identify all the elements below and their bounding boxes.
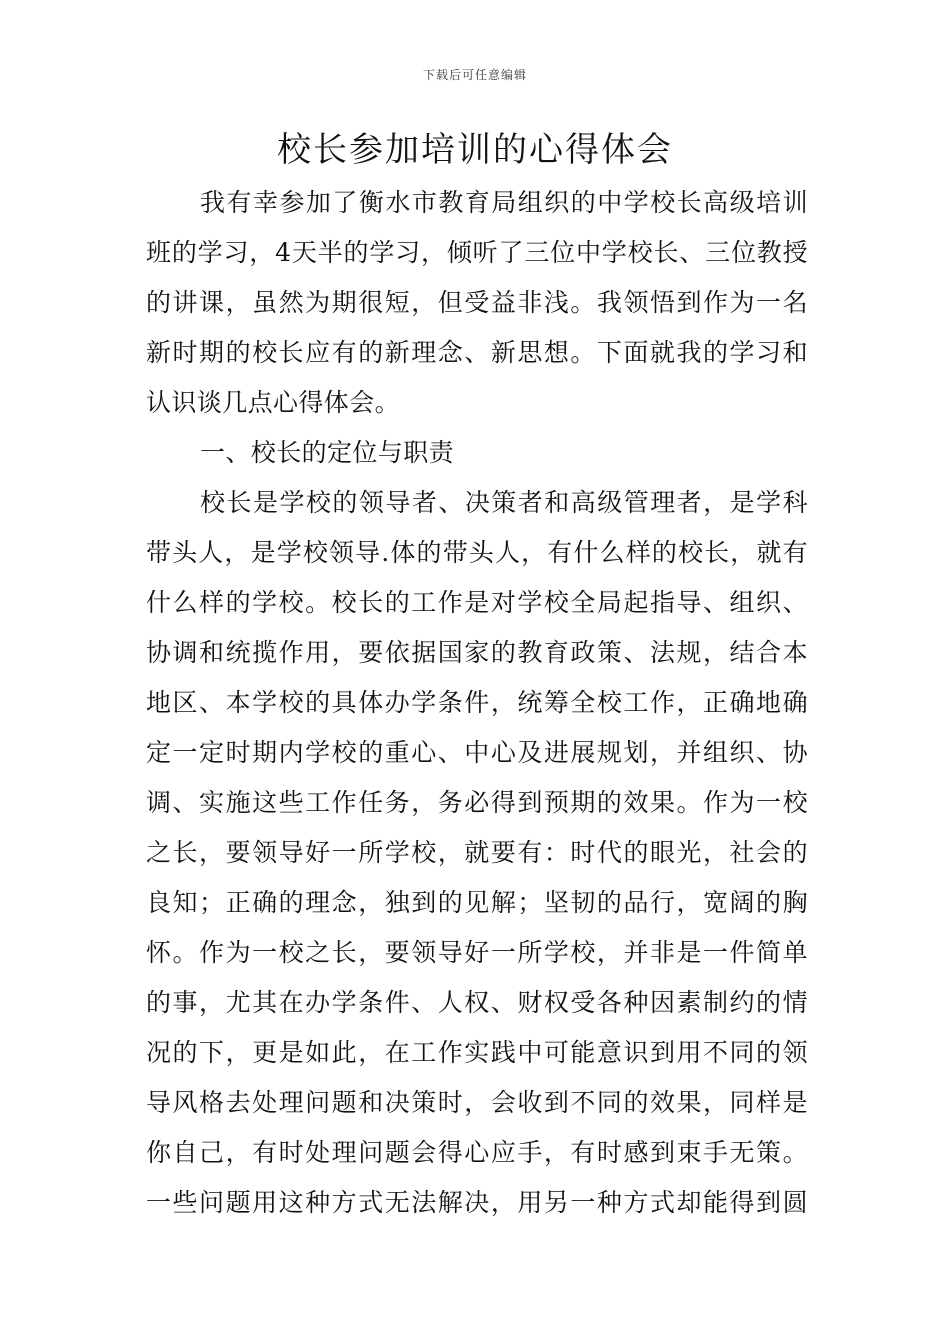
body-line: 怀。作为一校之长，要领导好一所学校，并非是一件简单 — [146, 938, 808, 967]
body-line: 认识谈几点心得体会。 — [146, 388, 401, 417]
body-line: 的讲课，虽然为期很短，但受益非浅。我领悟到作为一名 — [146, 288, 808, 317]
body-line: 调、实施这些工作任务，务必得到预期的效果。作为一校 — [146, 788, 808, 817]
body-line: 地区、本学校的具体办学条件，统筹全校工作，正确地确 — [146, 688, 808, 717]
document-body — [146, 178, 808, 1228]
body-line: 班的学习，4天半的学习，倾听了三位中学校长、三位教授 — [146, 238, 808, 267]
body-line: 良知；正确的理念，独到的见解；坚韧的品行，宽阔的胸 — [146, 888, 808, 917]
body-line: 你自己，有时处理问题会得心应手，有时感到束手无策。 — [146, 1138, 808, 1167]
body-line: 导风格去处理问题和决策时，会收到不同的效果，同样是 — [146, 1088, 808, 1117]
body-line: 定一定时期内学校的重心、中心及进展规划，并组织、协 — [146, 738, 808, 767]
body-line: 之长，要领导好一所学校，就要有：时代的眼光，社会的 — [146, 838, 808, 867]
body-line: 协调和统揽作用，要依据国家的教育政策、法规，结合本 — [146, 638, 808, 667]
body-line: 新时期的校长应有的新理念、新思想。下面就我的学习和 — [146, 338, 808, 367]
body-line: 我有幸参加了衡水市教育局组织的中学校长高级培训 — [200, 188, 808, 217]
body-line: 带头人，是学校领导.体的带头人，有什么样的校长，就有 — [146, 538, 808, 567]
document-title: 校长参加培训的心得体会 — [277, 130, 673, 170]
body-line: 一些问题用这种方式无法解决，用另一种方式却能得到圆 — [146, 1188, 808, 1217]
page-header-note: 下载后可任意编辑 — [422, 68, 527, 82]
body-line: 什么样的学校。校长的工作是对学校全局起指导、组织、 — [146, 588, 808, 617]
body-line: 况的下，更是如此，在工作实践中可能意识到用不同的领 — [146, 1038, 808, 1067]
body-line: 的事，尤其在办学条件、人权、财权受各种因素制约的情 — [146, 988, 808, 1017]
body-line: 校长是学校的领导者、决策者和高级管理者，是学科 — [200, 488, 808, 517]
section-heading: 一、校长的定位与职责 — [200, 438, 455, 467]
